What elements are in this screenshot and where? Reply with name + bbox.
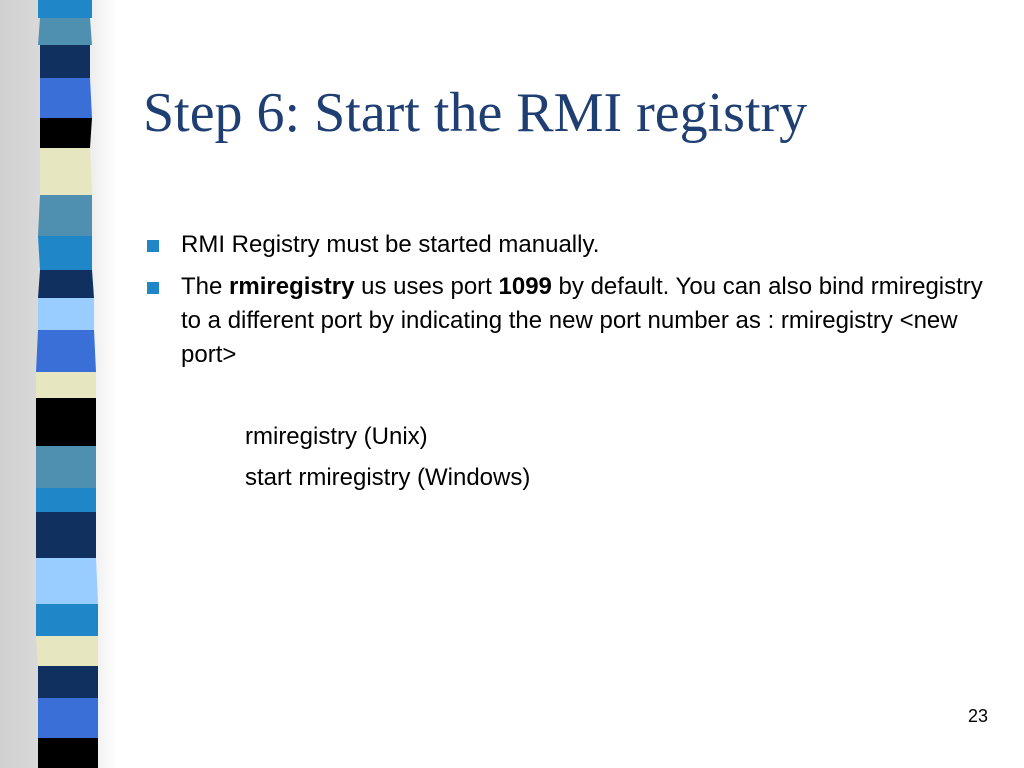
stripe-band [38, 0, 92, 18]
command-lines [245, 420, 530, 502]
stripe-band [38, 298, 94, 330]
bullet-bold-rmiregistry: rmiregistry [229, 273, 355, 300]
stripe-band [40, 148, 92, 195]
page-number: 23 [967, 706, 988, 726]
bullet-text-post: by default. You can also bind rmiregistry to a different port by indicating the new port number as : rmiregistry <new port> [181, 273, 983, 368]
bullet-text-mid: us uses port [354, 273, 499, 300]
stripe-band [36, 558, 98, 604]
stripe-band [36, 512, 96, 558]
command-unix: rmiregistry (Unix) [245, 423, 428, 450]
stripe-band [36, 636, 98, 666]
stripe-band [38, 666, 98, 698]
slide-title: Step 6: Start the RMI registry [143, 82, 808, 144]
stripe-band [38, 18, 92, 45]
bullet-bold-port: 1099 [498, 273, 552, 300]
stripe-band [40, 118, 92, 148]
square-bullet-icon [147, 240, 159, 252]
bullet-item-1 [146, 228, 1006, 262]
stripe-band [36, 330, 96, 372]
stripe-band [40, 45, 90, 78]
stripe-band [38, 698, 98, 738]
command-windows: start rmiregistry (Windows) [245, 464, 531, 491]
stripe-band [36, 488, 96, 512]
bullet-list [146, 228, 1006, 380]
stripe-band [38, 270, 94, 298]
stripe-band [36, 372, 96, 398]
stripe-band [38, 195, 92, 236]
bullet-text: RMI Registry must be started manually. [181, 231, 600, 258]
stripe-band [38, 236, 92, 270]
stripe-band [36, 446, 96, 488]
stripe-band [36, 398, 96, 446]
square-bullet-icon [147, 282, 159, 294]
decorative-stripe [0, 0, 118, 768]
stripe-band [36, 604, 98, 636]
bullet-text-pre: The [181, 273, 230, 300]
stripe-band [40, 78, 92, 118]
stripe-band [38, 738, 98, 768]
bullet-item-2 [146, 270, 1006, 372]
